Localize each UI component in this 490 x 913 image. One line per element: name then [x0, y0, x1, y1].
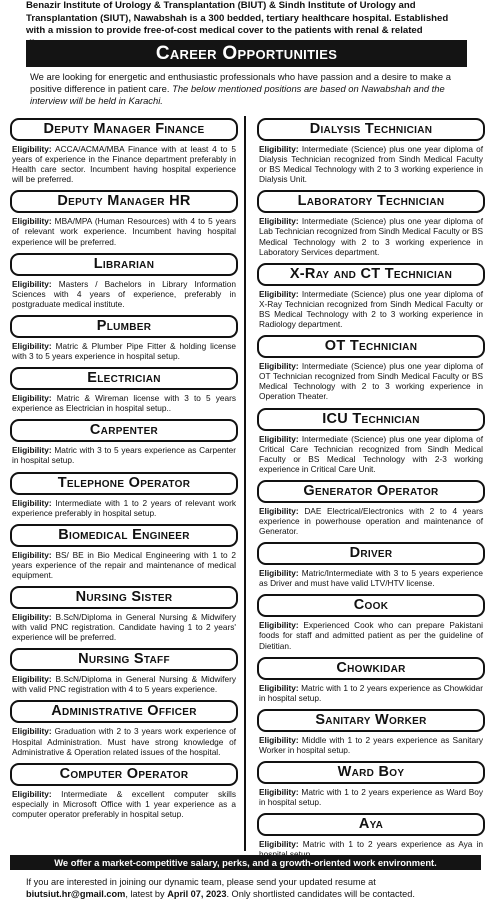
eligibility-label: Eligibility: — [12, 278, 52, 289]
apply-email: biutsiut.hr@gmail.com — [26, 889, 126, 899]
apply-deadline: April 07, 2023 — [167, 889, 227, 899]
lead-location-note: The below mentioned positions are based on Nawabshah and the interview will be held in Karachi. — [30, 83, 445, 106]
eligibility-label: Eligibility: — [12, 497, 52, 508]
job-title: Aya — [257, 813, 485, 836]
eligibility-label: Eligibility: — [12, 611, 52, 622]
job-title: Driver — [257, 542, 485, 565]
eligibility-text: DAE Electrical/Electronics with 2 to 4 years experience in powerhouse operation and maintenance of Generator. — [259, 505, 483, 537]
job-listing — [10, 524, 238, 580]
job-title: Telephone Operator — [10, 472, 238, 495]
job-title: X-Ray and CT Technician — [257, 263, 485, 286]
job-eligibility — [12, 216, 236, 246]
job-eligibility — [12, 279, 236, 309]
job-title: Electrician — [10, 367, 238, 390]
job-title: Deputy Manager HR — [10, 190, 238, 213]
eligibility-label: Eligibility: — [259, 288, 299, 299]
eligibility-text: ACCA/ACMA/MBA Finance with at least 4 to 5 years of experience in the Finance department preferably in Health care sector. Incumbent having hospital experience will be preferred. — [12, 144, 236, 185]
job-eligibility — [12, 612, 236, 642]
job-title: Nursing Sister — [10, 586, 238, 609]
eligibility-text: Intermediate (Science) plus one year diploma of OT Technician recognized from Sindh Medical Faculty or BS Medical Technology with 2 to 3 working experience in Operation Theater. — [259, 361, 484, 402]
apply-instructions — [26, 876, 470, 900]
intro-paragraph: Benazir Institute of Urology & Transplantation (BIUT) & Sindh Institute of Urology and Transplantation (SIUT), Nawabshah is a 300 bedded, tertiary healthcare hospital. Established with a mission to provide free-of-cost medical cover to the patients with renal & related — [26, 0, 449, 36]
eligibility-label: Eligibility: — [12, 445, 52, 456]
job-listing — [257, 657, 485, 703]
job-eligibility — [259, 144, 483, 184]
eligibility-label: Eligibility: — [259, 682, 299, 693]
job-listing — [257, 190, 485, 256]
eligibility-label: Eligibility: — [259, 361, 299, 372]
apply-text-note: . Only shortlisted candidates will be contacted. — [226, 889, 415, 899]
job-eligibility — [259, 506, 483, 536]
job-eligibility — [12, 674, 236, 694]
job-listing — [10, 586, 238, 642]
job-listing — [10, 419, 238, 465]
job-title: Administrative Officer — [10, 700, 238, 723]
eligibility-text: Intermediate (Science) plus one year diploma of X-Ray Technician recognized from Sindh Medical Faculty or BS Medical Technology with 2 to 3 working experience in Radiology department. — [259, 288, 484, 330]
job-listing — [257, 709, 485, 755]
job-title: Chowkidar — [257, 657, 485, 680]
job-eligibility — [12, 144, 236, 184]
career-opportunities-banner: Career Opportunities — [26, 40, 467, 67]
eligibility-label: Eligibility: — [12, 144, 52, 154]
job-eligibility — [259, 620, 483, 650]
job-listing — [10, 700, 238, 756]
job-title: ICU Technician — [257, 408, 485, 431]
job-listing — [10, 118, 238, 184]
job-listing — [257, 480, 485, 536]
job-listing — [257, 542, 485, 588]
job-title: Sanitary Worker — [257, 709, 485, 732]
eligibility-label: Eligibility: — [259, 620, 299, 631]
eligibility-text: Masters / Bachelors in Library Information Sciences with 4 years of experience, preferably in postgraduate medical institute. — [12, 278, 236, 309]
eligibility-text: Matric & Plumber Pipe Fitter & holding license with 3 to 5 years experience in hospital setup. — [12, 340, 236, 362]
job-title: Generator Operator — [257, 480, 485, 503]
job-listing — [257, 408, 485, 474]
job-title: OT Technician — [257, 335, 485, 358]
job-eligibility — [259, 735, 483, 755]
eligibility-label: Eligibility: — [12, 216, 52, 227]
eligibility-label: Eligibility: — [259, 568, 299, 579]
job-title: Carpenter — [10, 419, 238, 442]
job-listing — [257, 118, 485, 184]
eligibility-text: Intermediate & excellent computer skills especially in Microsoft Office with 1 year experience as a computer operator preferably in hospital setup. — [12, 788, 236, 819]
eligibility-text: Matric & Wireman license with 3 to 5 years experience as Electrician in hospital setup.. — [12, 393, 236, 414]
eligibility-text: Matric with 3 to 5 years experience as Carpenter in hospital setup. — [12, 445, 236, 466]
job-title: Deputy Manager Finance — [10, 118, 238, 141]
job-listing — [10, 648, 238, 694]
eligibility-text: Matric with 1 to 2 years experience as Chowkidar in hospital setup. — [259, 682, 483, 703]
job-title: Ward Boy — [257, 761, 485, 784]
eligibility-text: Middle with 1 to 2 years experience as Sanitary Worker in hospital setup. — [259, 734, 483, 755]
eligibility-label: Eligibility: — [12, 726, 52, 737]
eligibility-label: Eligibility: — [259, 216, 299, 227]
eligibility-text: B.ScN/Diploma in General Nursing & Midwifery with valid PNC registration with 4 to 5 years experience. — [12, 674, 236, 695]
column-divider — [244, 116, 246, 851]
job-eligibility — [259, 289, 483, 329]
eligibility-label: Eligibility: — [12, 788, 52, 799]
eligibility-label: Eligibility: — [12, 674, 52, 685]
eligibility-text: Experienced Cook who can prepare Pakistani foods for staff and admitted patient as per the guideline of Dietitian. — [259, 620, 483, 651]
eligibility-label: Eligibility: — [12, 340, 52, 351]
job-eligibility — [259, 787, 483, 807]
right-job-column — [257, 118, 485, 865]
job-title: Plumber — [10, 315, 238, 338]
eligibility-text: B.ScN/Diploma in General Nursing & Midwifery with valid PNC registration. Candidate having 1 to 2 years' experience will be preferred. — [12, 611, 236, 643]
eligibility-text: Intermediate (Science) plus one year diploma of Dialysis Technician recognized from Sindh Medical Faculty or BS Medical Technology with 2 to 3 working experience in Dialysis Unit. — [259, 144, 484, 185]
eligibility-text: Graduation with 2 to 3 years work experience of Hospital Administration. Must have strong knowledge of Administrative & Operation related issues of the hospital. — [12, 726, 236, 757]
job-eligibility — [12, 498, 236, 518]
job-eligibility — [259, 361, 483, 401]
job-title: Librarian — [10, 253, 238, 276]
eligibility-text: Intermediate (Science) plus one year diploma of Critical Care Technician recognized from Sindh Medical Faculty or BS Medical Technology with 2-3 working experience in Critical Care Unit. — [259, 433, 484, 474]
eligibility-label: Eligibility: — [259, 734, 299, 745]
job-title: Laboratory Technician — [257, 190, 485, 213]
apply-text-deadline: , latest by — [125, 889, 165, 899]
job-eligibility — [12, 789, 236, 819]
job-listing — [10, 190, 238, 246]
job-eligibility — [259, 568, 483, 588]
job-listing — [10, 763, 238, 819]
eligibility-text: Intermediate (Science) plus one year diploma of Lab Technician recognized from Sindh Medical Faculty or BS Medical Technology with 2 to 3 working experience in Laboratory Services department. — [259, 216, 484, 257]
job-eligibility — [12, 445, 236, 465]
job-eligibility — [12, 341, 236, 361]
left-job-column — [10, 118, 238, 825]
job-eligibility — [259, 216, 483, 256]
eligibility-label: Eligibility: — [259, 144, 299, 154]
job-title: Computer Operator — [10, 763, 238, 786]
job-eligibility — [12, 393, 236, 413]
job-listing — [10, 367, 238, 413]
job-listing — [257, 761, 485, 807]
eligibility-label: Eligibility: — [12, 393, 52, 404]
eligibility-text: Intermediate with 1 to 2 years of relevant work experience preferably in hospital setup. — [12, 497, 236, 518]
eligibility-text: Matric/Intermediate with 3 to 5 years experience as Driver and must have valid LTV/HTV license. — [259, 568, 483, 589]
job-listing — [10, 253, 238, 309]
job-listing — [257, 594, 485, 650]
eligibility-text: Matric with 1 to 2 years experience as Aya in — [302, 839, 483, 850]
job-listing — [10, 315, 238, 361]
eligibility-label: Eligibility: — [259, 787, 299, 797]
eligibility-label: Eligibility: — [259, 433, 299, 444]
job-listing — [257, 263, 485, 329]
apply-text: If you are interested in joining our dynamic team, please send your updated resume at — [26, 877, 376, 887]
job-eligibility — [259, 683, 483, 703]
offer-banner: We offer a market-competitive salary, perks, and a growth-oriented work environment. — [10, 855, 481, 870]
eligibility-text: BS/ BE in Bio Medical Engineering with 1 to 2 years experience of the repair and maintenance of medical equipment. — [12, 549, 236, 580]
job-listing — [257, 335, 485, 401]
eligibility-text: Matric with 1 to 2 years experience as Ward Boy in hospital setup. — [259, 787, 484, 808]
job-listing — [10, 472, 238, 518]
eligibility-label: Eligibility: — [259, 839, 299, 850]
eligibility-label: Eligibility: — [12, 549, 52, 560]
job-listing — [257, 813, 485, 859]
job-title: Nursing Staff — [10, 648, 238, 671]
job-eligibility — [12, 726, 236, 756]
job-title: Biomedical Engineer — [10, 524, 238, 547]
job-title: Dialysis Technician — [257, 118, 485, 141]
job-title: Cook — [257, 594, 485, 617]
eligibility-text: MBA/MPA (Human Resources) with 4 to 5 years of relevant work experience. Incumbent having hospital experience will be preferred. — [12, 216, 236, 247]
lead-text: We are looking for energetic and enthusiastic professionals who have passion and a desire to make a positive difference in patient care. — [30, 71, 451, 94]
lead-paragraph — [30, 71, 464, 107]
job-eligibility — [12, 550, 236, 580]
eligibility-label: Eligibility: — [259, 505, 299, 516]
job-eligibility — [259, 434, 483, 474]
